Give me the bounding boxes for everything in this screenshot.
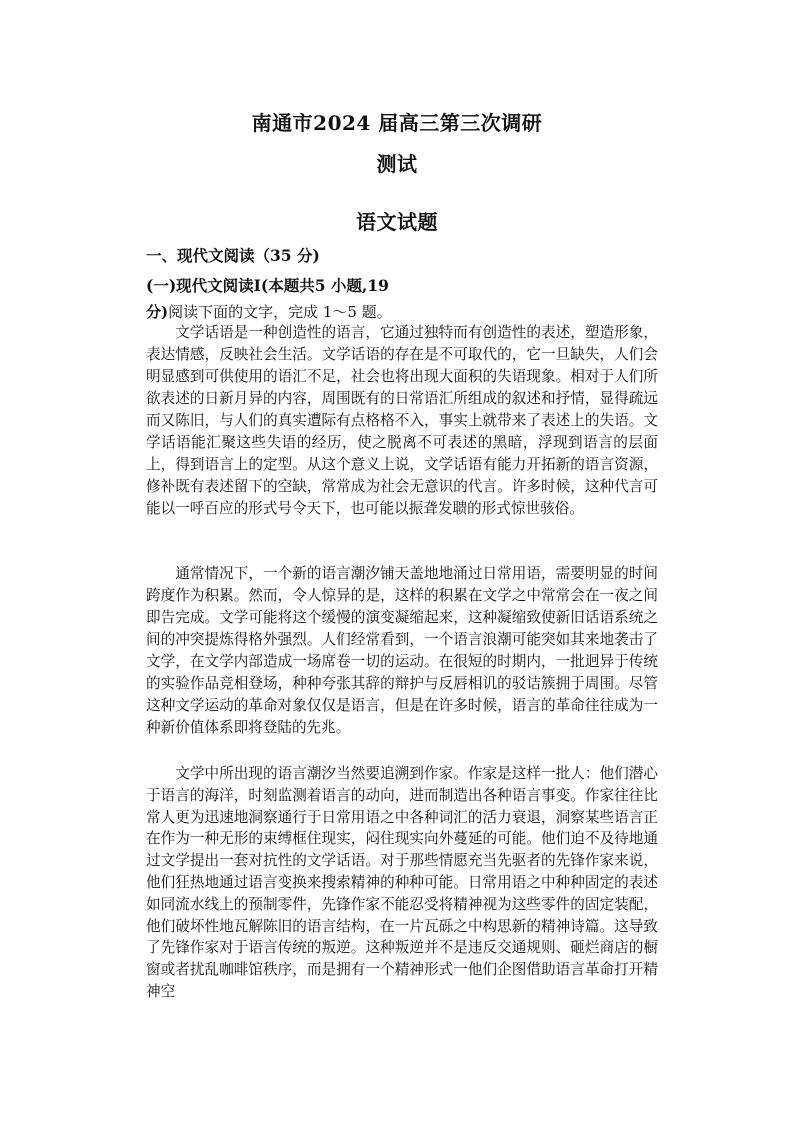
paragraph-3: 文学中所出现的语言潮汐当然要追溯到作家。作家是这样一批人：他们潜心于语言的海洋，时刻监测着语言的动向，进而制造出各种语言事变。作家往往比常人更为迅速地洞察通行于日常用语之中各种词汇的活力衰退，洞察某些语言正在作为一种无形的束缚框住现实，闷住现实向外蔓延的可能。他们迫不及待地通过文学提出一套对抗性的文学话语。对于那些情愿充当先驱者的先锋作家来说，他们狂热地通过语言变换来搜索精神的种种可能。日常用语之中种种固定的表述如同流水线上的预制零件，先锋作家不能忍受将精神视为这些零件的固定装配，他们破坏性地瓦解陈旧的语言结构，在一片瓦砾之中构思新的精神诗篇。这导致了先锋作家对于语言传统的叛逆。这种叛逆并不是违反交通规则、砸烂商店的橱窗或者扰乱咖啡馆秩序，而是拥有一个精神形式一他们企图借助语言革命打开精神空 bbox=[146, 765, 658, 1000]
paragraph-2: 通常情况下，一个新的语言潮汐铺天盖地地涌过日常用语，需要明显的时间跨度作为积累。然而，令人惊异的是，这样的积累在文学之中常常会在一夜之间即告完成。文学可能将这个缓慢的演变凝缩起来，这种凝缩致使新旧话语系统之间的冲突提炼得格外强烈。人们经常看到，一个语言浪潮可能突如其来地袭击了文学，在文学内部造成一场席卷一切的运动。在很短的时期内，一批迥异于传统的实验作品竞相登场，种种夸张其辞的辩护与反唇相讥的驳诘簇拥于周围。尽管这种文学运动的革命对象仅仅是语言，但是在许多时候，语言的革命往往成为一种新价值体系即将登陆的先兆。 bbox=[146, 565, 658, 736]
paragraph-1: 文学话语是一种创造性的语言，它通过独特而有创造性的表述，塑造形象，表达情感，反映社会生活。文学话语的存在是不可取代的，它一旦缺失，人们会明显感到可供使用的语汇不足，社会也将出现大面积的失语现象。相对于人们所欲表述的日新月异的内容，周围既有的日常语汇所组成的叙述和抒情，显得疏远而又陈旧，与人们的真实遭际有点格格不入，事实上就带来了表述上的失语。文学话语能汇聚这些失语的经历，使之脱离不可表述的黑暗，浮现到语言的层面上，得到语言上的定型。从这个意义上说，文学话语有能力开拓新的语言资源，修补既有表述留下的空缺，常常成为社会无意识的代言。许多时候，这种代言可能以一呼百应的形式号令天下，也可能以振聋发聩的形式惊世骇俗。 bbox=[146, 324, 658, 517]
subsection-score: 分) bbox=[146, 303, 169, 321]
document-title-line1: 南通市2024 届高三第三次调研 bbox=[251, 111, 543, 135]
section-heading: 一、现代文阅读（35 分) bbox=[146, 246, 320, 265]
document-title-line2: 测试 bbox=[376, 152, 418, 176]
subject-title: 语文试题 bbox=[356, 210, 438, 234]
subsection-heading: (一)现代文阅读Ⅰ(本题共5 小题,19 bbox=[146, 276, 389, 295]
subsection-heading-continuation bbox=[146, 301, 392, 322]
instruction-text: 阅读下面的文字，完成 1～5 题。 bbox=[168, 303, 392, 321]
